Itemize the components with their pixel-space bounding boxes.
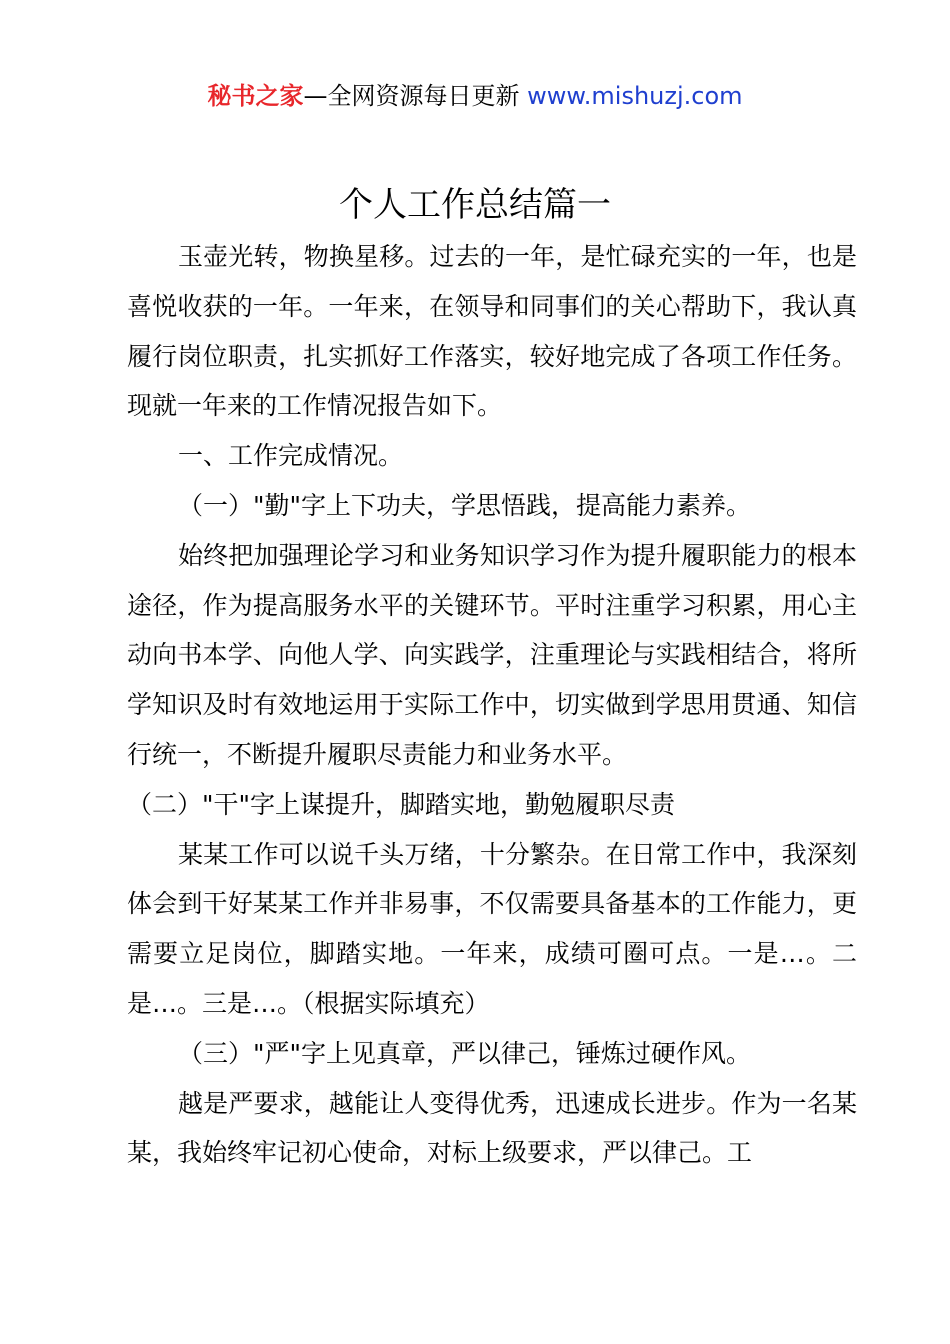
- subsection-heading-1: （一）"勤"字上下功夫，学思悟践，提高能力素养。: [178, 490, 752, 520]
- document-title: 个人工作总结篇一: [339, 185, 611, 225]
- site-url-link[interactable]: www.mishuzj.com: [527, 82, 743, 110]
- paragraph-discipline: 越是严要求，越能让人变得优秀，迅速成长进步。作为一名某某，我始终牢记初心使命，对标上级要求，严以律己。工: [127, 1088, 857, 1168]
- site-header: [0, 80, 950, 112]
- brand-name: 秘书之家: [207, 82, 304, 110]
- paragraph-study: 始终把加强理论学习和业务知识学习作为提升履职能力的根本途径，作为提高服务水平的关键环节。平时注重学习积累，用心主动向书本学、向他人学、向实践学，注重理论与实践相结合，将所学知识及时有效地运用于实际工作中，切实做到学思用贯通、知信行统一，不断提升履职尽责能力和业务水平。: [127, 540, 857, 769]
- subsection-heading-3: （三）"严"字上见真章，严以律己，锤炼过硬作风。: [178, 1038, 752, 1068]
- subsection-heading-2: （二）"干"字上谋提升，脚踏实地，勤勉履职尽责: [127, 789, 675, 819]
- section-heading-1: 一、工作完成情况。: [178, 441, 404, 471]
- document-body: [127, 232, 857, 1178]
- paragraph-intro: 玉壶光转，物换星移。过去的一年，是忙碌充实的一年，也是喜悦收获的一年。一年来，在领导和同事们的关心帮助下，我认真履行岗位职责，扎实抓好工作落实，较好地完成了各项工作任务。现就一年来的工作情况报告如下。: [127, 242, 857, 421]
- paragraph-work: 某某工作可以说千头万绪，十分繁杂。在日常工作中，我深刻体会到干好某某工作并非易事，不仅需要具备基本的工作能力，更需要立足岗位，脚踏实地。一年来，成绩可圈可点。一是…。二是…。三是…。（根据实际填充）: [127, 839, 857, 1018]
- header-tagline: —全网资源每日更新: [303, 82, 528, 110]
